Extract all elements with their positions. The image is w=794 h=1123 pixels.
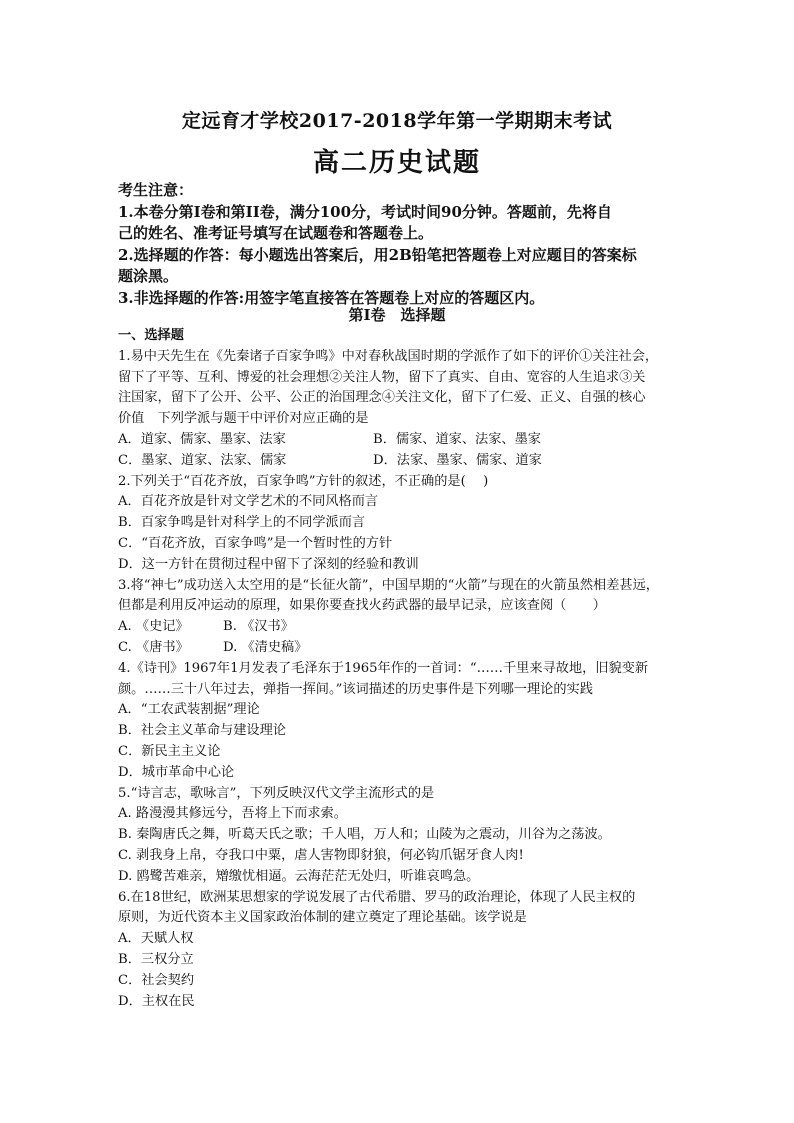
option-a: A．天赋人权 bbox=[118, 931, 194, 947]
part-title: 第I卷 选择题 bbox=[348, 306, 446, 324]
option-b: B．百家争鸣是针对科学上的不同学派而言 bbox=[118, 515, 366, 531]
notice-line: 题涂黑。 bbox=[118, 267, 179, 285]
option-b: B. 秦陶唐氏之舞，听葛天氏之歌；千人唱，万人和；山陵为之震动，川谷为之荡波。 bbox=[118, 827, 611, 843]
option-d: D．城市革命中心论 bbox=[118, 764, 235, 780]
question-stem: 价值 下列学派与题干中评价对应正确的是 bbox=[118, 411, 369, 427]
option-d: D．法家、墨家、儒家、道家 bbox=[373, 452, 542, 468]
option-c: C. 剥我身上帛，夺我口中粟，虐人害物即豺狼，何必钩爪锯牙食人肉! bbox=[118, 847, 524, 863]
question-stem: 留下了平等、互利、博爱的社会理想②关注人物，留下了真实、自由、宽容的人生追求③关 bbox=[118, 369, 646, 385]
exam-notice bbox=[118, 180, 698, 309]
option-c: C．“百花齐放，百家争鸣”是一个暂时性的方针 bbox=[118, 535, 393, 551]
option-d: D. 鸥鹭苦难亲，矰缴忧相逼。云海茫茫无处归，听谁哀鸣急。 bbox=[118, 868, 480, 884]
question-stem: 2.下列关于“百花齐放，百家争鸣”方针的叙述，不正确的是( ) bbox=[118, 473, 489, 489]
option-d: D. 《清史稿》 bbox=[223, 639, 308, 655]
question-1 bbox=[118, 347, 688, 472]
notice-line: 1.本卷分第I卷和第II卷，满分100分，考试时间90分钟。答题前，先将自 bbox=[118, 202, 612, 221]
school-exam-title: 定远育才学校2017-2018学年第一学期期末考试 bbox=[181, 110, 613, 132]
section-title: 一、选择题 bbox=[118, 328, 184, 343]
question-2 bbox=[118, 472, 688, 576]
option-b: B．儒家、道家、法家、墨家 bbox=[373, 431, 541, 447]
notice-line: 己的姓名、准考证号填写在试题卷和答题卷上。 bbox=[118, 224, 434, 242]
question-stem: 6.在18世纪，欧洲某思想家的学说发展了古代希腊、罗马的政治理论，体现了人民主权的 bbox=[118, 889, 636, 905]
question-3 bbox=[118, 576, 688, 659]
question-stem: 注国家，留下了公开、公平、公正的治国理念④关注文化，留下了仁爱、正义、自强的核心 bbox=[118, 390, 646, 406]
question-stem: 颜。……三十八年过去，弹指一挥间。”该词描述的历史事件是下列哪一理论的实践 bbox=[118, 681, 593, 697]
option-a: A．“工农武装割据”理论 bbox=[118, 702, 260, 718]
option-a: A．道家、儒家、墨家、法家 bbox=[118, 431, 286, 447]
question-stem: 3.将“神七”成功送入太空用的是“长征火箭”，中国早期的“火箭”与现在的火箭虽然相差甚远， bbox=[118, 577, 659, 593]
option-b: B．三权分立 bbox=[118, 951, 194, 967]
option-c: C．墨家、道家、法家、儒家 bbox=[118, 452, 287, 468]
question-6 bbox=[118, 888, 688, 1013]
option-c: C．社会契约 bbox=[118, 972, 195, 988]
question-4 bbox=[118, 659, 688, 784]
option-d: D．主权在民 bbox=[118, 993, 195, 1009]
option-d: D．这一方针在贯彻过程中留下了深刻的经验和教训 bbox=[118, 556, 419, 572]
option-b: B．社会主义革命与建设理论 bbox=[118, 723, 286, 739]
question-stem: 1.易中天先生在《先秦诸子百家争鸣》中对春秋战国时期的学派作了如下的评价①关注社会， bbox=[118, 348, 659, 364]
option-a: A. 《史记》 bbox=[118, 619, 189, 635]
option-b: B. 《汉书》 bbox=[223, 619, 294, 635]
notice-heading: 考生注意： bbox=[118, 181, 194, 199]
option-a: A. 路漫漫其修远兮，吾将上下而求索。 bbox=[118, 806, 347, 822]
option-c: C. 《唐书》 bbox=[118, 639, 189, 655]
notice-line: 2.选择题的作答：每小题选出答案后，用2B铅笔把答题卷上对应题目的答案标 bbox=[118, 245, 637, 264]
option-a: A．百花齐放是针对文学艺术的不同风格而言 bbox=[118, 494, 379, 510]
question-5 bbox=[118, 784, 688, 888]
notice-line: 3.非选择题的作答:用签字笔直接答在答题卷上对应的答题区内。 bbox=[118, 288, 545, 307]
subject-title: 高二历史试题 bbox=[312, 148, 481, 178]
question-stem: 但都是利用反冲运动的原理，如果你要查找火药武器的最早记录，应该查阅（ ） bbox=[118, 598, 606, 614]
question-stem: 原则，为近代资本主义国家政治体制的建立奠定了理论基础。该学说是 bbox=[118, 910, 527, 926]
question-stem: 5.“诗言志，歌咏言”，下列反映汉代文学主流形式的是 bbox=[118, 785, 435, 801]
option-c: C．新民主主义论 bbox=[118, 743, 221, 759]
question-stem: 4.《诗刊》1967年1月发表了毛泽东于1965年作的一首词：“……千里来寻故地，旧貌变新 bbox=[118, 660, 649, 676]
question-body bbox=[118, 326, 688, 1012]
